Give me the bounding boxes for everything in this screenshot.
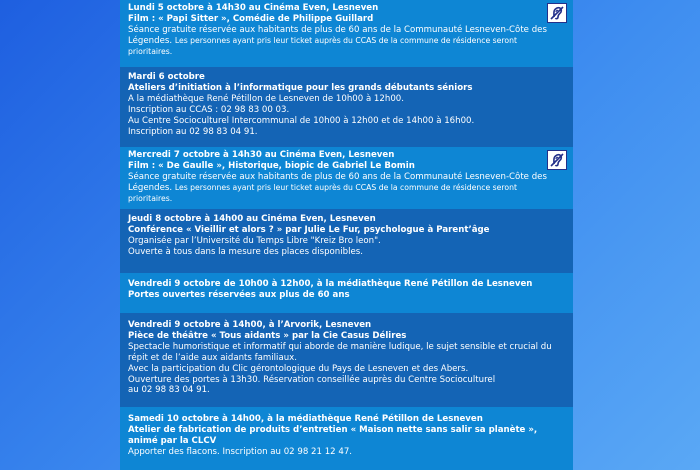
event-subtitle: Film : « De Gaulle », Historique, biopic de Gabriel Le Bomin <box>128 160 415 171</box>
event-title: Vendredi 9 octobre à 14h00, à l’Arvorik, Lesneven <box>128 320 372 330</box>
event-card <box>120 273 573 313</box>
event-note: Les personnes ayant pris leur ticket auprès du CCAS de la commune de résidence seront prioritaires. <box>128 182 517 203</box>
hearing-accessibility-icon <box>547 150 567 170</box>
event-title: Mardi 6 octobre <box>128 72 205 82</box>
event-note: Les personnes ayant pris leur ticket auprès du CCAS de la commune de résidence seront prioritaires. <box>128 35 517 56</box>
event-title: Samedi 10 octobre à 14h00, à la médiathèque René Pétillon de Lesneven <box>128 414 483 424</box>
event-title: Vendredi 9 octobre de 10h00 à 12h00, à la médiathèque René Pétillon de Lesneven <box>128 279 533 289</box>
event-sheet <box>120 0 573 470</box>
event-subtitle: Ateliers d’initiation à l’informatique pour les grands débutants séniors <box>128 82 473 93</box>
event-card <box>120 0 573 67</box>
event-line: Organisée par l’Université du Temps Libre "Kreiz Bro leon". <box>128 235 381 246</box>
event-line: Ouverte à tous dans la mesure des places disponibles. <box>128 246 363 257</box>
event-subtitle: Portes ouvertes réservées aux plus de 60 ans <box>128 289 350 300</box>
event-subtitle: Film : « Papi Sitter », Comédie de Philippe Guillard <box>128 13 374 24</box>
event-line: Ouverture des portes à 13h30. Réservation conseillée auprès du Centre Socioculturel <box>128 374 496 385</box>
event-line: Inscription au CCAS : 02 98 83 00 03. <box>128 104 290 115</box>
event-description: Spectacle humoristique et informatif qui aborde de manière ludique, le sujet sensible et crucial du répit et de l’aide aux aidants familiaux. <box>128 341 552 363</box>
event-line: Au Centre Socioculturel Intercommunal de 10h00 à 12h00 et de 14h00 à 16h00. <box>128 115 475 126</box>
event-title: Lundi 5 octobre à 14h30 au Cinéma Even, Lesneven <box>128 3 379 13</box>
event-title: Jeudi 8 octobre à 14h00 au Cinéma Even, Lesneven <box>128 214 376 224</box>
event-card <box>120 67 573 147</box>
event-title: Mercredi 7 octobre à 14h30 au Cinéma Even, Lesneven <box>128 150 395 160</box>
event-line: Avec la participation du Clic gérontologique du Pays de Lesneven et des Abers. <box>128 363 469 374</box>
event-card <box>120 209 573 273</box>
event-card <box>120 407 573 470</box>
event-line: A la médiathèque René Pétillon de Lesneven de 10h00 à 12h00. <box>128 93 404 104</box>
event-line: au 02 98 83 04 91. <box>128 385 210 396</box>
event-card <box>120 313 573 407</box>
event-subtitle: Conférence « Vieillir et alors ? » par Julie Le Fur, psychologue à Parent’âge <box>128 224 490 235</box>
event-line: Inscription au 02 98 83 04 91. <box>128 126 258 137</box>
event-line: Apporter des flacons. Inscription au 02 98 21 12 47. <box>128 446 353 457</box>
hearing-accessibility-icon <box>547 3 567 23</box>
event-subtitle: Pièce de théâtre « Tous aidants » par la Cie Casus Délires <box>128 330 407 341</box>
event-subtitle: Atelier de fabrication de produits d’entretien « Maison nette sans salir sa planète », animé par la CLCV <box>128 424 538 446</box>
event-card <box>120 147 573 209</box>
event-description: Séance gratuite réservée aux habitants de plus de 60 ans de la Communauté Lesneven-Côte des Légendes. <box>128 24 547 46</box>
event-description: Séance gratuite réservée aux habitants de plus de 60 ans de la Communauté Lesneven-Côte des Légendes. <box>128 171 547 193</box>
